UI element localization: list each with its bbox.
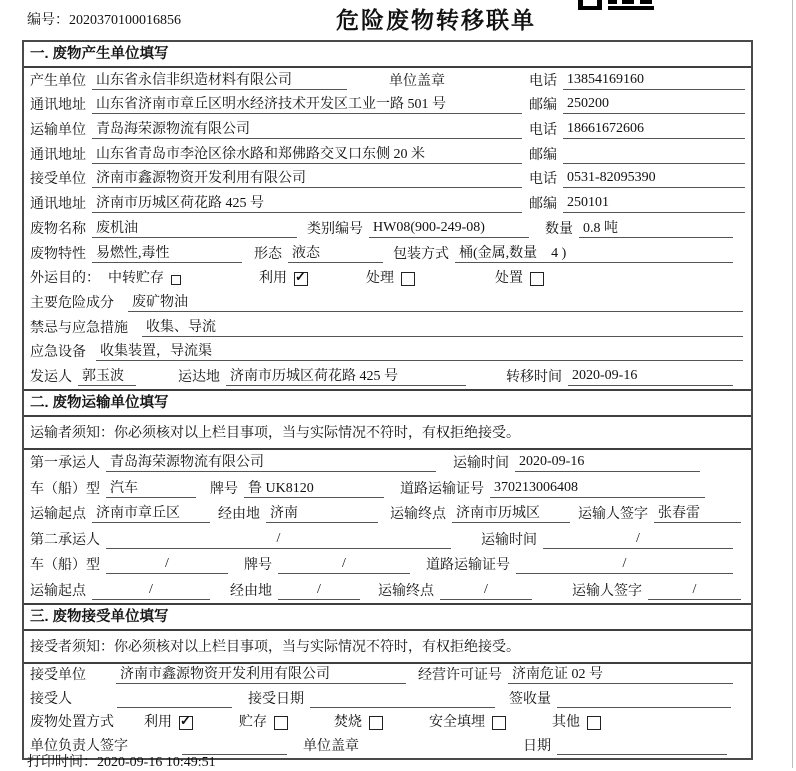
field-label: 运输终点 [378, 583, 434, 599]
license-number-value: 济南危证 02 号 [508, 663, 733, 684]
checkbox-label: 贮存 [239, 715, 267, 731]
waste-code-value: HW08(900-249-08) [369, 220, 529, 238]
field-label: 运输起点 [30, 507, 86, 523]
row-generator-address [24, 93, 751, 118]
field-label: 废物名称 [30, 221, 86, 237]
zip-group [529, 193, 745, 213]
page-edge-line [792, 0, 793, 768]
field-label: 运输时间 [453, 456, 509, 472]
vehicle-type-2-value: / [106, 556, 228, 574]
row-disposal-method [24, 711, 751, 735]
unit-seal-label: 单位盖章 [303, 738, 359, 754]
checkbox-group-landfill [429, 711, 506, 731]
transport-unit-value: 青岛海荣源物流有限公司 [92, 118, 522, 139]
field-label: 通讯地址 [30, 197, 86, 213]
transport-address-value: 山东省青岛市李沧区徐水路和郑佛路交叉口东侧 20 米 [92, 143, 522, 164]
waste-name-value: 废机油 [92, 217, 297, 238]
receiver-unit-value: 济南市鑫源物资开发利用有限公司 [92, 167, 522, 188]
transporter-notice: 运输者须知：你必须核对以上栏目事项，当与实际情况不符时，有权拒绝接受。 [24, 417, 751, 450]
carrier-signature-2-value: / [648, 582, 741, 600]
field-label: 牌号 [244, 558, 272, 574]
row-receive-unit [24, 664, 751, 688]
field-label: 接受单位 [30, 668, 86, 684]
field-label: 运输起点 [30, 583, 86, 599]
dispose-checkbox [530, 272, 544, 286]
checkbox-group-utilize [259, 267, 308, 287]
seal-date-value [557, 737, 727, 755]
checkbox-group-dispose [495, 267, 544, 287]
field-label: 接受单位 [30, 172, 86, 188]
row-first-carrier [24, 450, 751, 476]
checkbox-label: 利用 [144, 715, 172, 731]
print-time-value: 2020-09-16 10:49:51 [97, 755, 216, 770]
field-label: 通讯地址 [30, 147, 86, 163]
field-label: 道路运输证号 [426, 558, 510, 574]
receiver-address-value: 济南市历城区荷花路 425 号 [92, 192, 522, 213]
field-label: 邮编 [529, 147, 557, 163]
utilize-checkbox [179, 716, 193, 730]
checkbox-group-transit-storage [108, 267, 181, 287]
field-label: 接受人 [30, 691, 72, 707]
field-label: 应急设备 [30, 345, 86, 361]
row-waste-traits [24, 241, 751, 266]
transport-time-2-value: / [543, 531, 733, 549]
receiver-notice: 接受者须知：你必须核对以上栏目事项，当与实际情况不符时，有权拒绝接受。 [24, 631, 751, 664]
destination-value: 济南市历城区荷花路 425 号 [226, 365, 466, 386]
phone-group [529, 70, 745, 90]
unit-seal-label: 单位盖章 [389, 73, 445, 89]
emergency-measures-value: 收集、导流 [142, 316, 743, 337]
utilize-checkbox [294, 272, 308, 286]
via-value: 济南 [266, 502, 378, 523]
field-label: 运输终点 [390, 507, 446, 523]
field-label: 运输人签字 [572, 583, 642, 599]
transport-zip-value [563, 146, 745, 164]
field-label: 类别编号 [307, 221, 363, 237]
checkbox-group-storage [239, 711, 288, 731]
field-label: 禁忌与应急措施 [30, 320, 128, 336]
field-label: 邮编 [529, 98, 557, 114]
print-time-label: 打印时间： [27, 755, 97, 770]
field-label: 电话 [529, 172, 557, 188]
field-label: 签收量 [509, 691, 551, 707]
receive-unit-value: 济南市鑫源物资开发利用有限公司 [116, 663, 406, 684]
section-2-title: 二. 废物运输单位填写 [24, 389, 751, 417]
field-label: 车（船）型 [30, 481, 100, 497]
row-vehicle-type-1 [24, 475, 751, 501]
field-label: 单位负责人签字 [30, 738, 128, 754]
via-2-value: / [278, 582, 360, 600]
generator-unit-value: 山东省永信非织造材料有限公司 [92, 69, 347, 90]
other-checkbox [587, 716, 601, 730]
print-time [27, 751, 216, 771]
field-label: 牌号 [210, 481, 238, 497]
field-label: 运输人签字 [578, 507, 648, 523]
receive-date-value [310, 690, 495, 708]
row-emergency-measures [24, 315, 751, 340]
field-label: 接受日期 [248, 691, 304, 707]
receiver-phone-value: 0531-82095390 [563, 170, 745, 188]
carrier-signature-value: 张春雷 [654, 502, 741, 523]
signed-quantity-value [557, 690, 731, 708]
field-label: 转移时间 [506, 369, 562, 385]
checkbox-label: 安全填埋 [429, 715, 485, 731]
generator-zip-value: 250200 [563, 96, 745, 114]
landfill-checkbox [492, 716, 506, 730]
field-label: 经由地 [218, 507, 260, 523]
checkbox-label: 利用 [259, 271, 287, 287]
field-label: 邮编 [529, 197, 557, 213]
section-3-title: 三. 废物接受单位填写 [24, 603, 751, 631]
treat-checkbox [401, 272, 415, 286]
checkbox-label: 中转贮存 [108, 271, 164, 287]
field-label: 日期 [523, 738, 551, 754]
road-permit-2-value: / [516, 556, 733, 574]
field-label: 车（船）型 [30, 558, 100, 574]
receiver-person-value [117, 690, 232, 708]
zip-group [529, 144, 745, 164]
serial-number: 2020370100016856 [69, 13, 181, 28]
field-label: 数量 [545, 221, 573, 237]
first-carrier-value: 青岛海荣源物流有限公司 [106, 451, 436, 472]
row-receiver-address [24, 191, 751, 216]
field-label: 废物特性 [30, 246, 86, 262]
serial-label: 编号： [27, 13, 69, 28]
qr-code-icon [578, 0, 654, 11]
vehicle-type-value: 汽车 [106, 477, 196, 498]
storage-checkbox [274, 716, 288, 730]
field-label: 通讯地址 [30, 98, 86, 114]
row-transport-route-2 [24, 577, 751, 603]
plate-number-2-value: / [278, 556, 410, 574]
checkbox-group-other [552, 711, 601, 731]
origin-2-value: / [92, 582, 210, 600]
row-second-carrier [24, 526, 751, 552]
field-label: 第一承运人 [30, 456, 100, 472]
transfer-date-value: 2020-09-16 [568, 368, 733, 386]
transit-storage-checkbox [171, 275, 181, 285]
section-1-title: 一. 废物产生单位填写 [24, 42, 751, 68]
packing-method-value: 桶(金属,数量 4 ) [455, 242, 733, 263]
transport-time-group [453, 452, 700, 472]
row-emergency-equipment [24, 340, 751, 365]
transfer-form [22, 40, 753, 760]
page-title: 危险废物转移联单 [336, 7, 536, 33]
row-transport-route-1 [24, 501, 751, 527]
second-carrier-value: / [106, 531, 451, 549]
plate-number-value: 鲁 UK8120 [244, 477, 384, 498]
checkbox-label: 处理 [366, 271, 394, 287]
zip-group [529, 94, 745, 114]
field-label: 运达地 [178, 369, 220, 385]
row-waste-name [24, 216, 751, 241]
hazard-components-value: 废矿物油 [128, 291, 743, 312]
row-generator-unit [24, 68, 751, 93]
field-label: 电话 [529, 123, 557, 139]
checkbox-group-incinerate [334, 711, 383, 731]
field-label: 主要危险成分 [30, 295, 114, 311]
row-hazard-components [24, 290, 751, 315]
field-label: 经由地 [230, 583, 272, 599]
receiver-zip-value: 250101 [563, 195, 745, 213]
field-label: 运输时间 [481, 532, 537, 548]
row-receiver-person [24, 687, 751, 711]
field-label: 形态 [254, 246, 282, 262]
generator-phone-value: 13854169160 [563, 72, 745, 90]
field-label: 第二承运人 [30, 532, 100, 548]
field-label: 产生单位 [30, 73, 86, 89]
row-transport-address [24, 142, 751, 167]
field-label: 电话 [529, 73, 557, 89]
checkbox-label: 焚烧 [334, 715, 362, 731]
sender-name-value: 郭玉波 [78, 365, 136, 386]
emergency-equipment-value: 收集装置，导流渠 [96, 340, 743, 361]
field-label: 包装方式 [393, 246, 449, 262]
generator-address-value: 山东省济南市章丘区明水经济技术开发区工业一路 501 号 [92, 93, 522, 114]
field-label: 外运目的： [30, 271, 100, 287]
field-label: 运输单位 [30, 123, 86, 139]
transport-time-value: 2020-09-16 [515, 454, 700, 472]
checkbox-label: 处置 [495, 271, 523, 287]
row-receiver-unit [24, 167, 751, 192]
waste-form-value: 液态 [288, 242, 383, 263]
checkbox-group-utilize [144, 711, 193, 731]
checkbox-group-treat [366, 267, 415, 287]
row-sender [24, 364, 751, 389]
phone-group [529, 119, 745, 139]
transport-phone-value: 18661672606 [563, 121, 745, 139]
endpoint-2-value: / [440, 582, 532, 600]
incinerate-checkbox [369, 716, 383, 730]
origin-value: 济南市章丘区 [92, 502, 210, 523]
row-transport-unit [24, 117, 751, 142]
field-label: 废物处置方式 [30, 715, 114, 731]
field-label: 经营许可证号 [418, 668, 502, 684]
phone-group [529, 168, 745, 188]
row-vehicle-type-2 [24, 552, 751, 578]
endpoint-value: 济南市历城区 [452, 502, 570, 523]
field-label: 发运人 [30, 369, 72, 385]
road-permit-value: 370213006408 [490, 480, 705, 498]
waste-quantity-value: 0.8 吨 [579, 217, 733, 238]
waste-traits-value: 易燃性,毒性 [92, 242, 242, 263]
field-label: 道路运输证号 [400, 481, 484, 497]
row-transfer-purpose [24, 266, 751, 291]
checkbox-label: 其他 [552, 715, 580, 731]
